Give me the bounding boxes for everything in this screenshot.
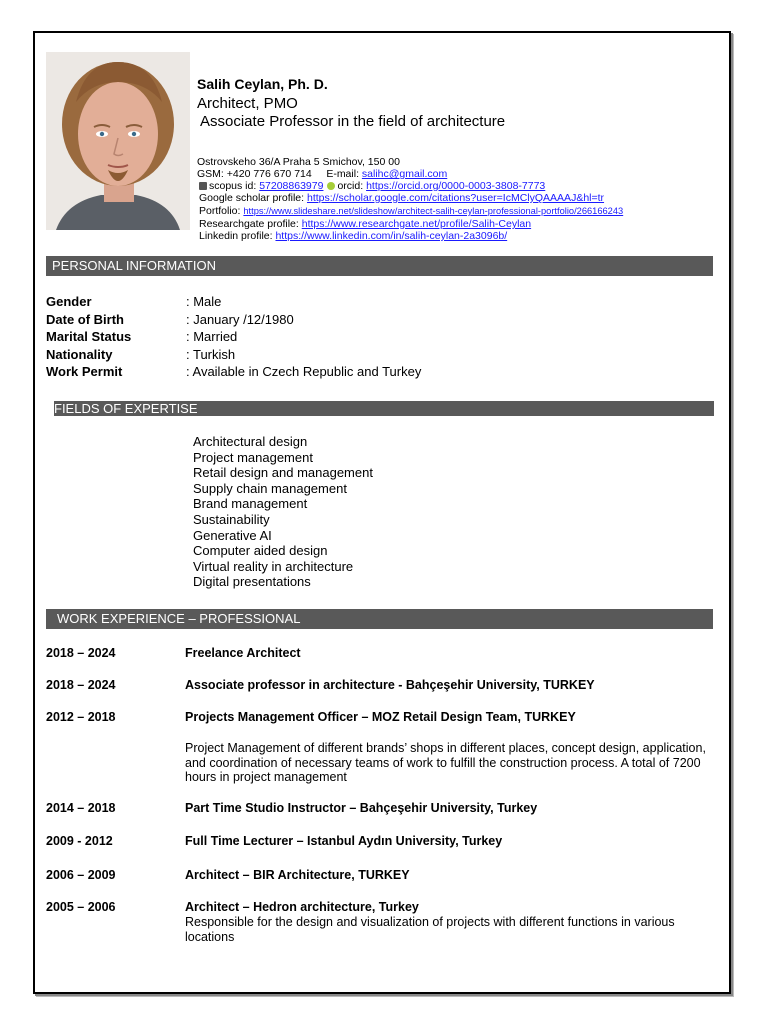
portrait-illustration — [46, 52, 190, 230]
portfolio-link[interactable]: https://www.slideshare.net/slideshow/architect-salih-ceylan-professional-portfolio/266166243 — [243, 206, 624, 216]
phone: GSM: +420 776 670 714 — [197, 168, 312, 180]
candidate-name: Salih Ceylan, Ph. D. — [197, 76, 328, 92]
expertise-item: Digital presentations — [193, 574, 311, 590]
work-years: 2018 – 2024 — [46, 678, 116, 692]
expertise-item: Retail design and management — [193, 465, 373, 481]
linkedin-line — [199, 230, 507, 243]
work-years: 2005 – 2006 — [46, 900, 116, 914]
expertise-list — [193, 434, 373, 590]
gender-label: Gender — [46, 294, 92, 309]
academic-title: Associate Professor in the field of architecture — [200, 113, 506, 130]
work-role: Architect – BIR Architecture, TURKEY — [185, 868, 410, 882]
work-years: 2006 – 2009 — [46, 868, 116, 882]
gender-value: : Male — [186, 294, 222, 309]
expertise-item: Generative AI — [193, 527, 272, 543]
expertise-item: Virtual reality in architecture — [193, 558, 354, 574]
researchgate-label: Researchgate profile: — [199, 218, 299, 230]
marital-value: : Married — [186, 329, 238, 344]
profile-photo — [46, 52, 190, 230]
work-role: Freelance Architect — [185, 646, 301, 660]
work-years: 2012 – 2018 — [46, 710, 116, 724]
expertise-item: Project management — [193, 449, 313, 465]
work-description: Responsible for the design and visualization of projects with different functions in various locations — [185, 915, 675, 944]
expertise-item: Supply chain management — [193, 480, 347, 496]
work-years: 2018 – 2024 — [46, 646, 116, 660]
orcid-label: orcid: — [337, 180, 364, 192]
scholar-line — [199, 192, 604, 205]
job-title: Architect, PMO — [197, 95, 298, 112]
expertise-item: Architectural design — [193, 434, 308, 449]
scopus-icon — [199, 182, 207, 190]
orcid-icon — [327, 182, 335, 190]
scholar-link[interactable]: https://scholar.google.com/citations?user=IcMClyQAAAAJ&hl=tr — [306, 192, 605, 204]
expertise-item: Brand management — [193, 496, 308, 512]
scopus-link[interactable]: 57208863979 — [259, 180, 324, 192]
work-years: 2014 – 2018 — [46, 801, 116, 815]
linkedin-link[interactable]: https://www.linkedin.com/in/salih-ceylan-2a3096b/ — [275, 230, 508, 242]
orcid-link[interactable]: https://orcid.org/0000-0003-3808-7773 — [366, 180, 546, 192]
work-role: Full Time Lecturer – Istanbul Aydın University, Turkey — [185, 834, 503, 848]
researchgate-link[interactable]: https://www.researchgate.net/profile/Salih-Ceylan — [301, 218, 532, 230]
email-link[interactable]: salihc@gmail.com — [361, 168, 448, 180]
nationality-label: Nationality — [46, 347, 113, 362]
personal-info-heading: PERSONAL INFORMATION — [46, 256, 713, 276]
work-permit-value: : Available in Czech Republic and Turkey — [186, 364, 422, 379]
work-experience-heading: WORK EXPERIENCE – PROFESSIONAL — [46, 609, 713, 629]
expertise-item: Computer aided design — [193, 543, 328, 559]
scholar-label: Google scholar profile: — [199, 192, 305, 204]
work-role: Associate professor in architecture - Bahçeşehir University, TURKEY — [185, 678, 595, 692]
work-permit-label: Work Permit — [46, 364, 123, 379]
portfolio-line — [199, 205, 623, 218]
scopus-label: scopus id: — [209, 180, 257, 192]
expertise-item: Sustainability — [193, 511, 270, 527]
linkedin-label: Linkedin profile: — [199, 230, 273, 242]
email-label: E-mail: — [326, 168, 359, 180]
work-role: Projects Management Officer – MOZ Retail Design Team, TURKEY — [185, 710, 576, 724]
marital-label: Marital Status — [46, 329, 132, 344]
work-description: Project Management of different brands’ shops in different places, concept design, application, and coordination of necessary teams of work to fulfill the construction process. A total of 7200 hours in project management — [185, 741, 706, 784]
address: Ostrovskeho 36/A Praha 5 Smichov, 150 00 — [197, 156, 400, 168]
dob-label: Date of Birth — [46, 312, 124, 327]
nationality-value: : Turkish — [186, 347, 236, 362]
work-years: 2009 - 2012 — [46, 834, 113, 848]
portfolio-label: Portfolio: — [199, 205, 241, 217]
work-role: Architect – Hedron architecture, Turkey — [185, 900, 419, 914]
work-role: Part Time Studio Instructor – Bahçeşehir University, Turkey — [185, 801, 538, 815]
dob-value: : January /12/1980 — [186, 312, 294, 327]
expertise-heading: FIELDS OF EXPERTISE — [54, 401, 714, 416]
